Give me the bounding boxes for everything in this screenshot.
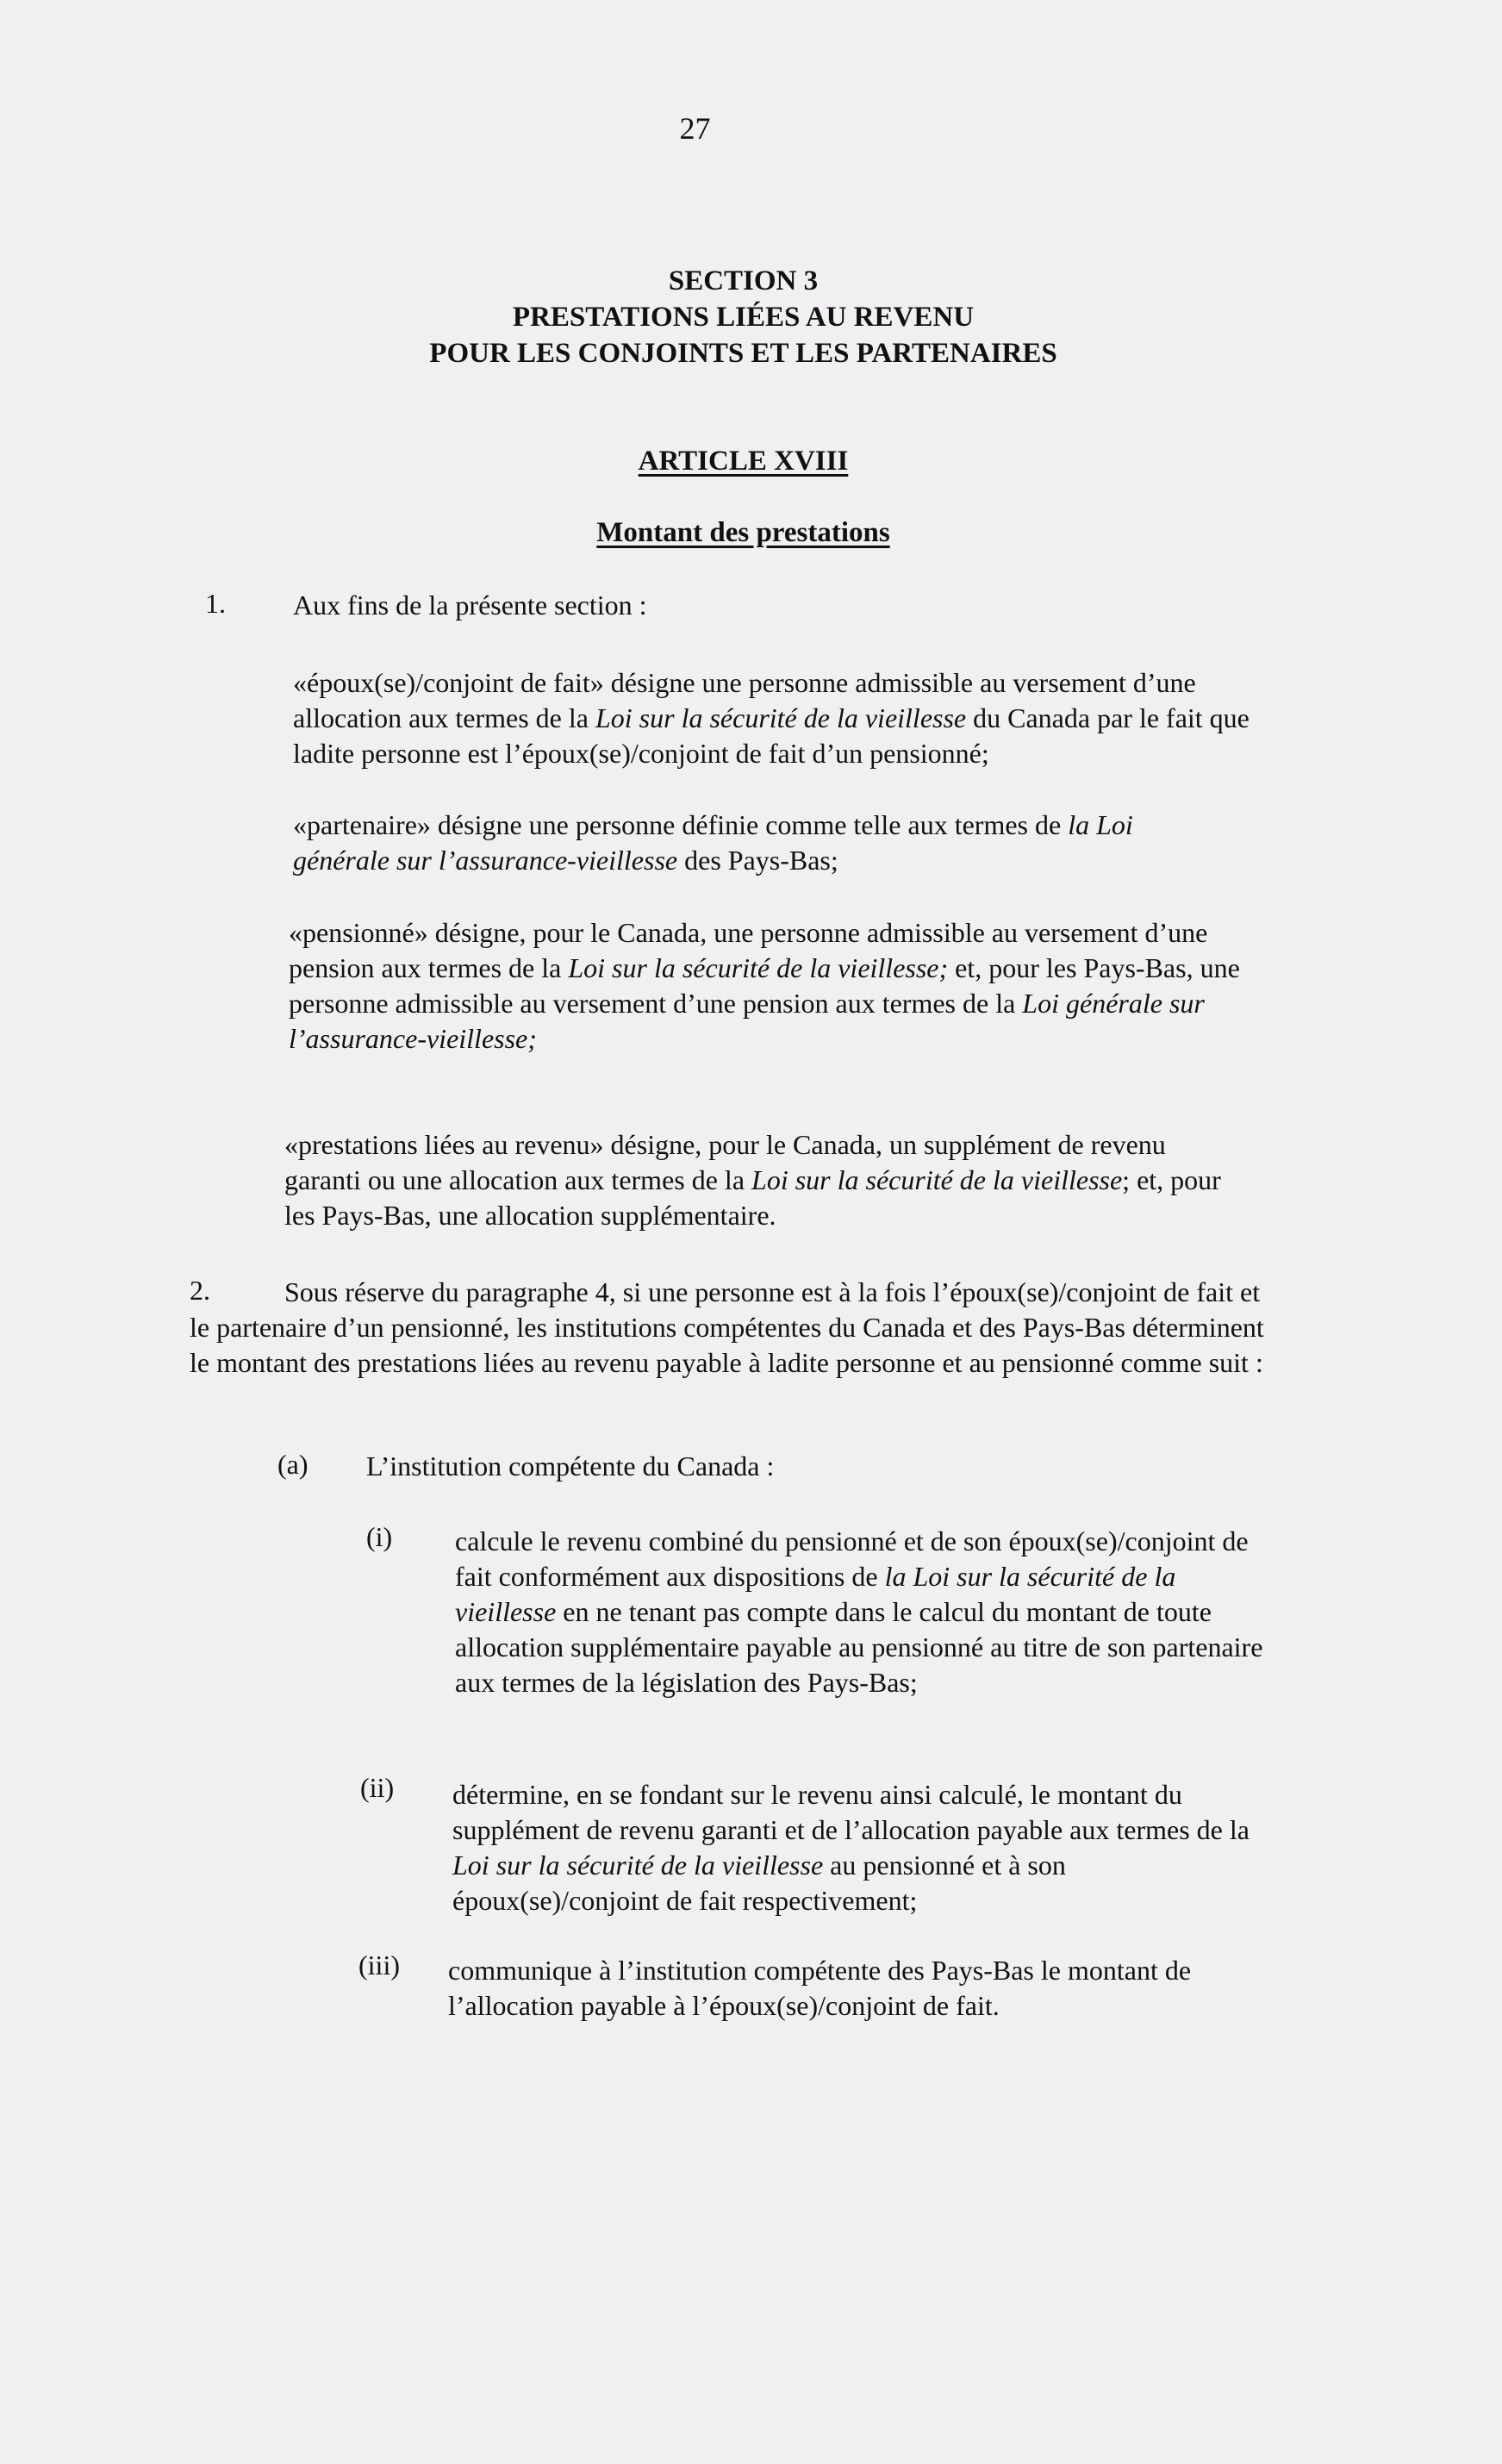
section-subtitle-2: POUR LES CONJOINTS ET LES PARTENAIRES: [429, 338, 1057, 369]
section-subtitle-1: PRESTATIONS LIÉES AU REVENU: [512, 302, 975, 333]
paragraph-1-intro: Aux fins de la présente section :: [293, 589, 647, 621]
page-number: 27: [679, 111, 711, 146]
sub-item-i-label: (i): [366, 1521, 393, 1552]
definition-epoux: «époux(se)/conjoint de fait» désigne une personne admissible au versement d’une allocation aux termes de la Loi sur la sécurité de la vieillesse du Canada par le fait que ladite personne est l’époux(se)/conjoint de fait d’un pensionné;: [293, 667, 1250, 769]
definition-pensionne: «pensionné» désigne, pour le Canada, une personne admissible au versement d’une pension aux termes de la Loi sur la sécurité de la vieillesse; et, pour les Pays-Bas, une personne admissible au versement d’une pension aux termes de la Loi générale sur l’assurance-vieillesse;: [289, 917, 1240, 1054]
sub-item-i-text: calcule le revenu combiné du pensionné et de son époux(se)/conjoint de fait conformément aux dispositions de la Loi sur la sécurité de la vieillesse en ne tenant pas compte dans le calcul du montant de toute allocation supplémentaire payable au pensionné au titre de son partenaire aux termes de la législation des Pays-Bas;: [455, 1525, 1263, 1698]
definition-prestations: «prestations liées au revenu» désigne, pour le Canada, un supplément de revenu garanti ou une allocation aux termes de la Loi sur la sécurité de la vieillesse; et, pour les Pays-Bas, une allocation supplémentaire.: [284, 1129, 1221, 1231]
sub-item-iii-text: communique à l’institution compétente des Pays-Bas le montant de l’allocation payable à l’époux(se)/conjoint de fait.: [448, 1955, 1192, 2021]
paragraph-2-number: 2.: [190, 1275, 210, 1306]
article-heading: Montant des prestations: [596, 517, 890, 548]
article-title: ARTICLE XVIII: [638, 446, 849, 477]
sub-item-ii-text: détermine, en se fondant sur le revenu ainsi calculé, le montant du supplément de revenu garanti et de l’allocation payable aux termes de la Loi sur la sécurité de la vieillesse au pensionné et à son époux(se)/conjoint de fait respectivement;: [452, 1779, 1250, 1916]
section-title: SECTION 3: [668, 265, 819, 296]
item-a-text: L’institution compétente du Canada :: [366, 1450, 775, 1482]
paragraph-2-text: Sous réserve du paragraphe 4, si une personne est à la fois l’époux(se)/conjoint de fait et le partenaire d’un pensionné, les institutions compétentes du Canada et des Pays-Bas déterminent le montant des prestations liées au revenu payable à ladite personne et au pensionné comme suit :: [190, 1276, 1264, 1378]
item-a-label: (a): [277, 1449, 309, 1480]
sub-item-ii-label: (ii): [360, 1772, 395, 1803]
sub-item-iii-label: (iii): [358, 1949, 400, 1981]
paragraph-1-number: 1.: [205, 588, 226, 619]
definition-partenaire: «partenaire» désigne une personne définie comme telle aux termes de la Loi générale sur l’assurance-vieillesse des Pays-Bas;: [293, 809, 1133, 876]
